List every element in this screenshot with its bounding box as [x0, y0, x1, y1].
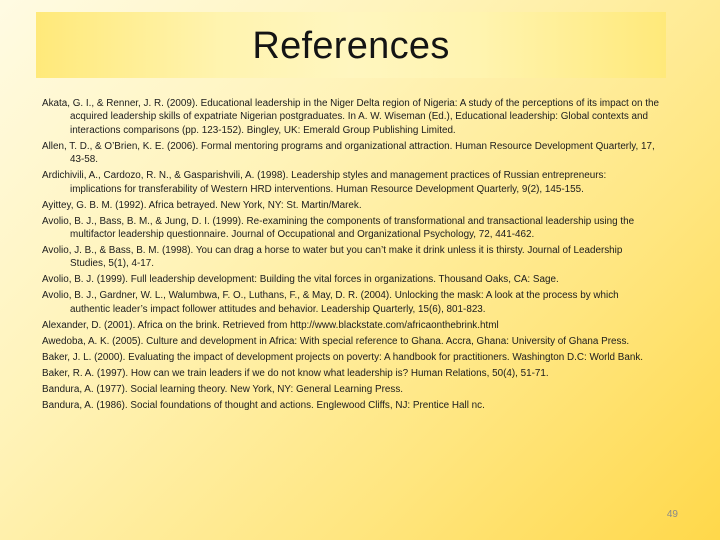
page-title: References: [252, 24, 450, 67]
reference-item: Avolio, B. J., Gardner, W. L., Walumbwa, F. O., Luthans, F., & May, D. R. (2004). Unlocking the mask: A look at the process by which authentic leader’s impact follower attitudes and behavior. Leadership Quarterly, 15(6), 801-823.: [42, 290, 619, 315]
reference-item: Bandura, A. (1986). Social foundations of thought and actions. Englewood Cliffs, NJ: Prentice Hall nc.: [42, 399, 485, 411]
reference-item: Avolio, J. B., & Bass, B. M. (1998). You can drag a horse to water but you can’t make it drink unless it is thirsty. Journal of Leadership Studies, 5(1), 4-17.: [42, 245, 623, 270]
page-number: 49: [666, 509, 678, 520]
reference-list: [42, 97, 660, 415]
reference-item: Avolio, B. J., Bass, B. M., & Jung, D. I. (1999). Re-examining the components of transformational and transactional leadership using the multifactor leadership questionnaire. Journal of Occupational and Organizational Psychology, 72, 441-462.: [42, 215, 635, 241]
reference-item: Akata, G. I., & Renner, J. R. (2009). Educational leadership in the Niger Delta region of Nigeria: A study of the perceptions of its impact on the acquired leadership skills of expatriate Nigerian postgraduates. In A. W. Wiseman (Ed.), Educational leadership: Global contexts and interactions comparisons (pp. 123-152). Bingley, UK: Emerald Group Publishing Limited.: [42, 98, 659, 136]
reference-item: Baker, J. L. (2000). Evaluating the impact of development projects on poverty: A handbook for practitioners. Washington D.C: World Bank.: [42, 351, 644, 363]
reference-item: Alexander, D. (2001). Africa on the brink. Retrieved from http://www.blackstate.com/africaonthebrink.html: [42, 319, 499, 331]
reference-item: Awedoba, A. K. (2005). Culture and development in Africa: With special reference to Ghana. Accra, Ghana: University of Ghana Press.: [42, 335, 630, 347]
title-bar: [36, 12, 666, 78]
reference-item: Bandura, A. (1977). Social learning theory. New York, NY: General Learning Press.: [42, 383, 404, 395]
reference-item: Allen, T. D., & O’Brien, K. E. (2006). Formal mentoring programs and organizational attraction. Human Resource Development Quarterly, 17, 43-58.: [42, 140, 655, 166]
reference-item: Avolio, B. J. (1999). Full leadership development: Building the vital forces in organizations. Thousand Oaks, CA: Sage.: [42, 274, 559, 286]
reference-item: Baker, R. A. (1997). How can we train leaders if we do not know what leadership is? Human Relations, 50(4), 51-71.: [42, 367, 549, 379]
reference-item: Ardichivili, A., Cardozo, R. N., & Gasparishvili, A. (1998). Leadership styles and management practices of Russian entrepreneurs: implications for transferability of Western HRD interventions. Human Resource Development Quarterly, 9(2), 145-155.: [42, 170, 607, 195]
reference-item: Ayittey, G. B. M. (1992). Africa betrayed. New York, NY: St. Martin/Marek.: [42, 199, 362, 211]
